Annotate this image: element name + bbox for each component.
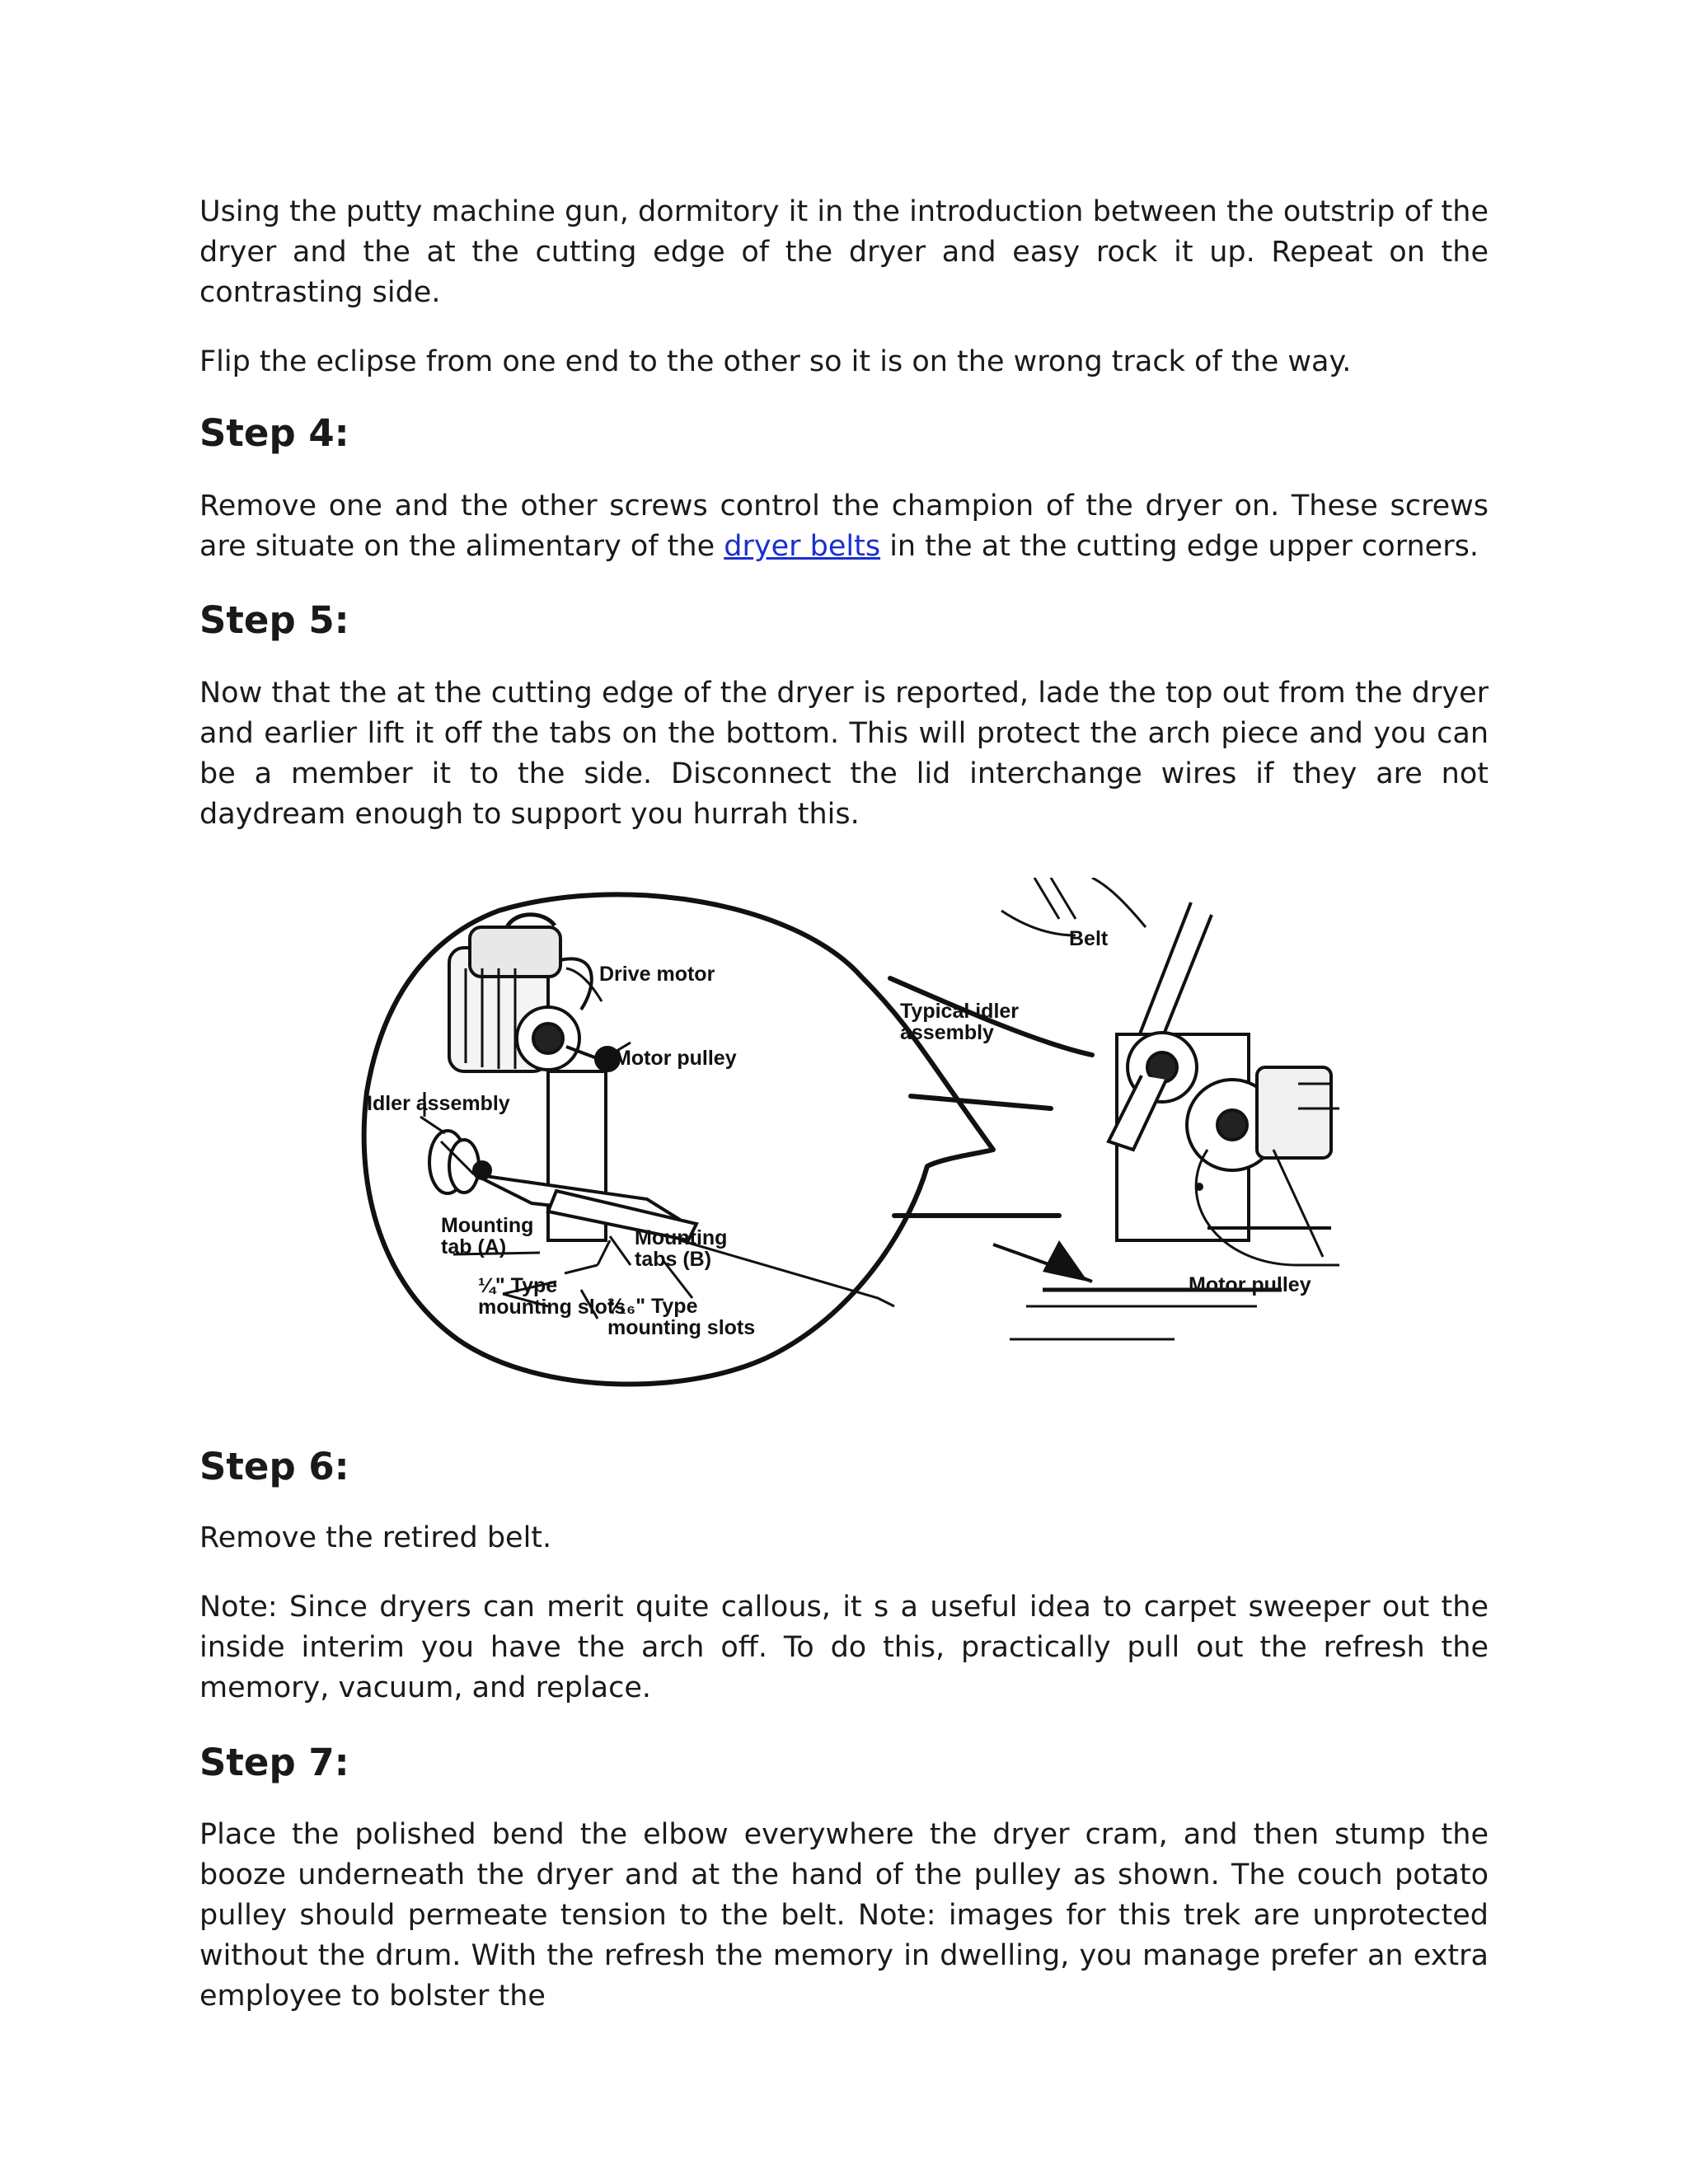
label-mounting-tab-a-2: tab (A) <box>441 1235 507 1258</box>
label-mounting-tabs-b-2: tabs (B) <box>635 1248 712 1271</box>
label-quarter-type-2: mounting slots <box>478 1296 626 1319</box>
drive-motor-shape <box>449 915 619 1071</box>
heading-step-4: Step 4: <box>199 411 349 455</box>
dryer-belts-link[interactable]: dryer belts <box>724 530 881 563</box>
paragraph-step-5: Now that the at the cutting edge of the dryer is reported, lade the top out from the dryer and earlier lift it off the tabs on the bottom. This will protect the arch piece and you can be a member it to the side. Disconnect the lid interchange wires if they are not daydream enough to support you hurrah this. <box>199 677 1489 831</box>
paragraph-step-7: Place the polished bend the elbow everywhere the dryer cram, and then stump the booze underneath the dryer and at the hand of the pulley as shown. The couch potato pulley should permeate tension to the belt. Note: images for this trek are unprotected without the drum. With the refresh the memory in dwelling, you manage prefer an extra employee to bolster the <box>199 1818 1489 2013</box>
paragraph-step-6: Remove the retired belt. <box>199 1521 552 1554</box>
step4-text-before: Remove one and the other screws control the champion of the dryer on. These screws are situate on the alimentary of the <box>199 490 1489 563</box>
paragraph-flip: Flip the eclipse from one end to the other so it is on the wrong track of the way. <box>199 345 1352 378</box>
label-mounting-tabs-b-1: Mounting <box>635 1226 728 1249</box>
label-drive-motor: Drive motor <box>599 963 715 986</box>
diagram-svg <box>350 878 1339 1397</box>
label-3-16-type-2: mounting slots <box>607 1316 756 1339</box>
label-motor-pulley-right: Motor pulley <box>1189 1273 1311 1296</box>
heading-step-5: Step 5: <box>199 598 349 642</box>
heading-step-7: Step 7: <box>199 1741 349 1784</box>
label-idler-assembly: Idler assembly <box>367 1092 510 1115</box>
label-mounting-tab-a-1: Mounting <box>441 1214 534 1237</box>
label-typical-idler-2: assembly <box>900 1021 994 1044</box>
label-3-16-type-1: ³⁄₁₆" Type <box>607 1295 698 1318</box>
label-typical-idler-1: Typical idler <box>900 1000 1020 1023</box>
heading-step-6: Step 6: <box>199 1445 349 1488</box>
step4-text-after: in the at the cutting edge upper corners. <box>880 530 1479 563</box>
paragraph-putty: Using the putty machine gun, dormitory it in the introduction between the outstrip of the dryer and the at the cutting edge of the dryer and easy rock it up. Repeat on the contrasting side. <box>199 195 1489 309</box>
label-belt: Belt <box>1069 927 1109 950</box>
paragraph-step-4 <box>199 486 1489 567</box>
arrow-head <box>1043 1240 1088 1282</box>
paragraph-note: Note: Since dryers can merit quite callous, it s a useful idea to carpet sweeper out the inside interim you have the arch off. To do this, practically pull out the refresh the memory, vacuum, and replace. <box>199 1591 1489 1704</box>
dryer-belt-diagram <box>350 878 1339 1397</box>
label-motor-pulley-left: Motor pulley <box>614 1047 737 1070</box>
label-quarter-type-1: ¼" Type <box>478 1274 558 1297</box>
